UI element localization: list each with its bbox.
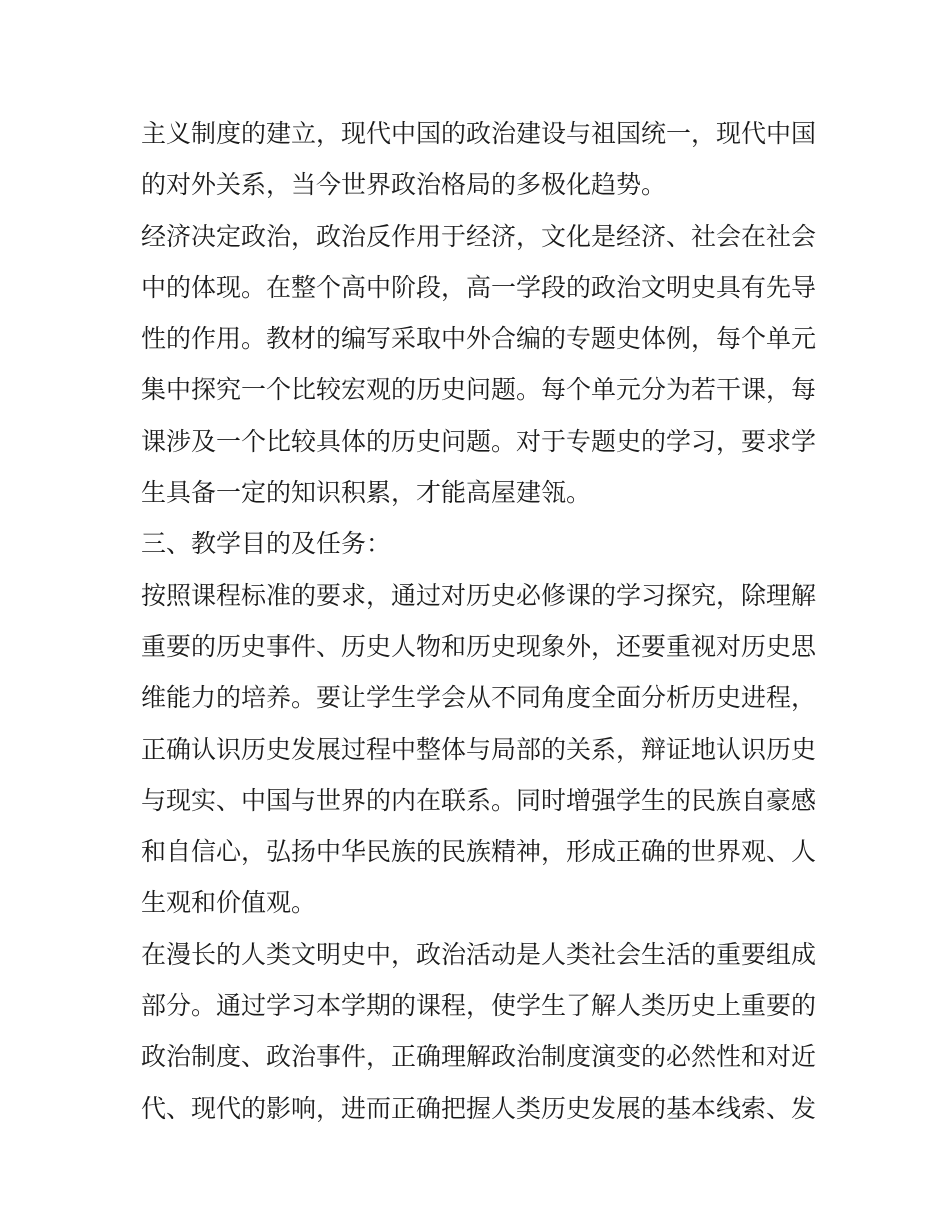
text-line: 重要的历史事件、历史人物和历史现象外，还要重视对历史思 (141, 631, 817, 661)
document-body (141, 108, 817, 1134)
text-line: 代、现代的影响，进而正确把握人类历史发展的基本线索、发 (141, 1093, 817, 1123)
text-line: 集中探究一个比较宏观的历史问题。每个单元分为若干课，每 (141, 375, 817, 405)
text-line: 和自信心，弘扬中华民族的民族精神，形成正确的世界观、人 (141, 837, 817, 867)
text-line: 性的作用。教材的编写采取中外合编的专题史体例，每个单元 (141, 324, 817, 354)
text-line: 主义制度的建立，现代中国的政治建设与祖国统一，现代中国 (141, 119, 817, 148)
text-line: 维能力的培养。要让学生学会从不同角度全面分析历史进程， (141, 683, 817, 713)
text-line: 课涉及一个比较具体的历史问题。对于专题史的学习，要求学 (141, 426, 817, 456)
text-line: 生具备一定的知识积累，才能高屋建瓴。 (141, 478, 592, 508)
text-line: 生观和价值观。 (141, 888, 317, 918)
text-line: 正确认识历史发展过程中整体与局部的关系，辩证地认识历史 (141, 734, 817, 764)
text-line: 经济决定政治，政治反作用于经济，文化是经济、社会在社会 (141, 221, 817, 251)
section-heading: 三、教学目的及任务： (141, 529, 392, 559)
text-line: 与现实、中国与世界的内在联系。同时增强学生的民族自豪感 (141, 785, 817, 815)
text-line: 在漫长的人类文明史中，政治活动是人类社会生活的重要组成 (141, 939, 817, 969)
text-line: 的对外关系，当今世界政治格局的多极化趋势。 (141, 170, 667, 200)
text-line: 部分。通过学习本学期的课程，使学生了解人类历史上重要的 (141, 991, 817, 1021)
text-line: 政治制度、政治事件，正确理解政治制度演变的必然性和对近 (141, 1042, 817, 1072)
text-line: 中的体现。在整个高中阶段，高一学段的政治文明史具有先导 (141, 272, 817, 302)
text-line: 按照课程标准的要求，通过对历史必修课的学习探究，除理解 (141, 580, 817, 610)
